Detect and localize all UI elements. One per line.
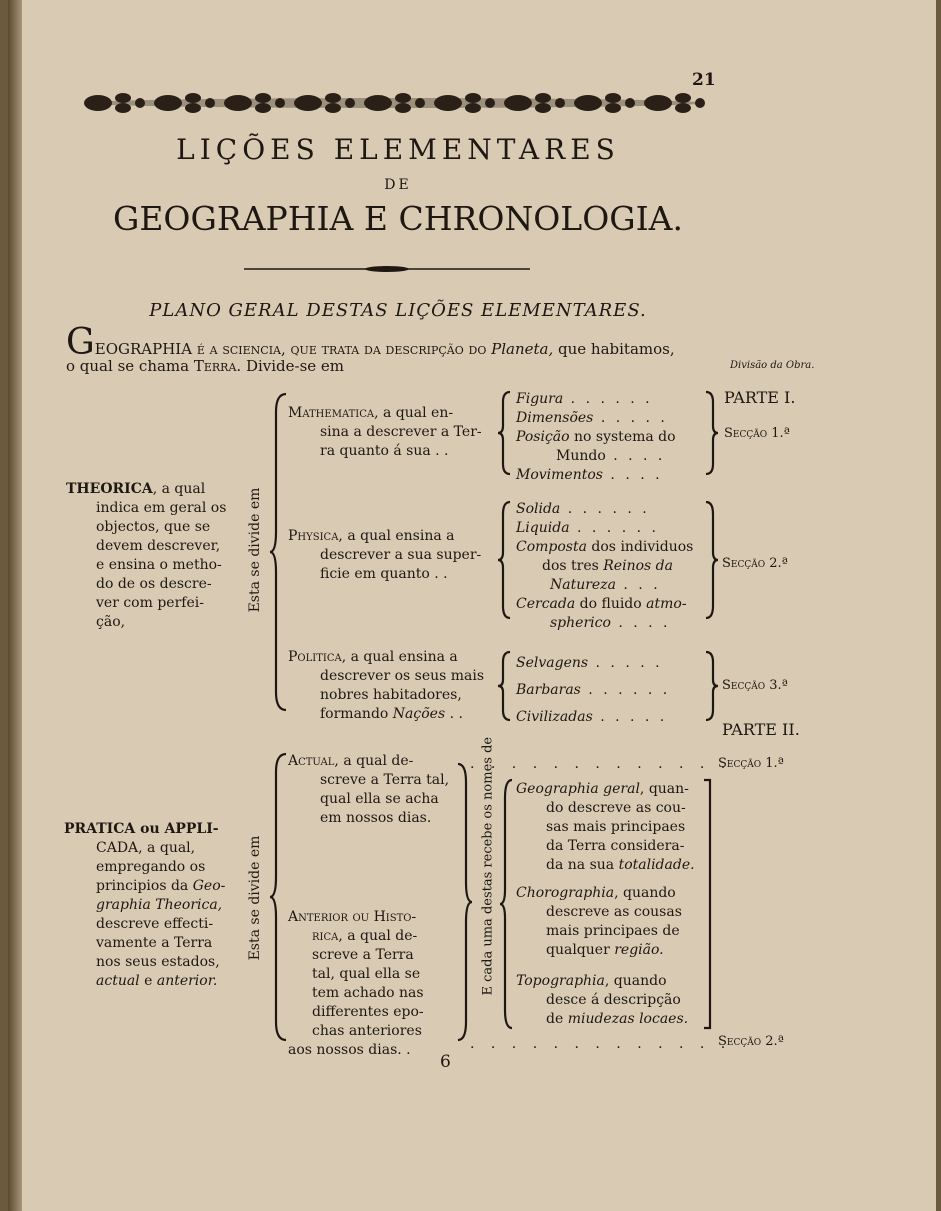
pratica-block: PRATICA ou APPLI- CADA, a qual, empregando os principios da Geo- graphia Theorica, descreve effecti- vamente a Terra nos seus estados, actual e anterior. (64, 821, 226, 989)
page-number: 21 (692, 70, 716, 90)
mathematica-right-brace-icon (704, 390, 718, 476)
theorica-block: THEORICA, a qual indica em geral os objectos, que se devem descrever, e ensina o metho- do de os descre- ver com perfei- ção, (66, 481, 227, 630)
pratica-inner-brace-icon (456, 762, 472, 1042)
theorica-vertical-label: Esta se divide em (247, 487, 263, 613)
parte-1-seccao-1: Secção 1.ª (724, 426, 790, 441)
anterior-heading: Anterior ou Histo- (288, 909, 417, 925)
chorographia-text: Chorographia, quando descreve as cousas mais principaes de qualquer região. (516, 885, 682, 958)
topographia-text: Topographia, quando desce á descripção de miudezas locaes. (516, 973, 689, 1027)
geo-right-brace-icon (702, 778, 714, 1030)
actual-text: Actual, a qual de- screve a Terra tal, qual ella se acha em nossos dias. (288, 753, 450, 826)
intro-line-1: GEOGRAPHIA é a sciencia, que trata da descripção do Planeta, que habitamos, (66, 322, 675, 363)
theorica-brace-icon (270, 392, 290, 712)
pratica-heading: PRATICA ou APPLI- (64, 821, 219, 837)
parte-1-seccao-3: Secção 3.ª (722, 678, 788, 693)
politica-brace-icon (498, 650, 512, 722)
mathematica-text: Mathematica, a qual en- sina a descrever a Ter- ra quanto á sua . . (288, 405, 482, 459)
anterior-text: Anterior ou Histo- rica, a qual de- screve a Terra tal, qual ella se tem achado nas differentes epo- chas anteriores aos nossos dias. . (288, 909, 424, 1058)
pratica-vertical-label: Esta se divide em (247, 835, 263, 961)
title-line-1: LIÇÕES ELEMENTARES (176, 133, 620, 166)
physica-text: Physica, a qual ensina a descrever a sua super- ficie em quanto . . (288, 528, 482, 582)
ornament-band-icon (78, 88, 710, 118)
actual-heading: Actual (288, 753, 335, 769)
parte-2-seccao-2: Secção 2.ª (718, 1034, 784, 1049)
book-page (8, 0, 936, 1211)
intro-line-2: o qual se chama Terra. Divide-se em (66, 357, 345, 375)
politica-heading: Politica (288, 649, 342, 665)
subtitle: PLANO GERAL DESTAS LIÇÕES ELEMENTARES. (149, 300, 647, 321)
politica-right-brace-icon (704, 650, 718, 722)
signature-mark: 6 (440, 1052, 451, 1072)
leader-dots-1: . . . . . . . . . . . . . (470, 756, 732, 772)
mathematica-items: Figura . . . . . . Dimensões . . . . . Posição no systema do Mundo . . . . Movimentos . . . . (516, 391, 676, 483)
parte-1-seccao-2: Secção 2.ª (722, 556, 788, 571)
dropcap: G (66, 322, 95, 363)
geo-brace-icon (500, 778, 514, 1030)
parte-2: PARTE II. (722, 720, 800, 739)
pratica-vertical-label-2: E cada uma destas recebe os nomes de (480, 736, 496, 996)
politica-items: Selvagens . . . . . Barbaras . . . . . . Civilizadas . . . . . (516, 655, 671, 725)
politica-text: Politica, a qual ensina a descrever os seus mais nobres habitadores, formando Nações . . (288, 649, 485, 722)
geographia-geral-text: Geographia geral, quan- do descreve as cou- sas mais principaes da Terra considera- da na sua totalidade. (516, 781, 695, 873)
parte-2-seccao-1: Secção 1.ª (718, 756, 784, 771)
title-line-3: GEOGRAPHIA E CHRONOLOGIA. (112, 199, 683, 238)
physica-heading: Physica (288, 528, 339, 544)
physica-right-brace-icon (704, 500, 718, 620)
margin-note: Divisão da Obra. (730, 360, 815, 371)
mathematica-heading: Mathematica (288, 405, 375, 421)
mathematica-brace-icon (498, 390, 512, 476)
title-line-2: DE (384, 177, 412, 193)
pratica-brace-icon (270, 752, 290, 1042)
physica-items: Solida . . . . . . Liquida . . . . . . Composta dos individuos dos tres Reinos da Natureza . . . Cercada do fluido atmo- spherico . . . . (516, 501, 694, 631)
divider-rule (244, 264, 530, 274)
leader-dots-2: . . . . . . . . . . . . . (470, 1036, 732, 1052)
theorica-heading: THEORICA (66, 481, 153, 497)
physica-brace-icon (498, 500, 512, 620)
parte-1: PARTE I. (724, 388, 796, 407)
